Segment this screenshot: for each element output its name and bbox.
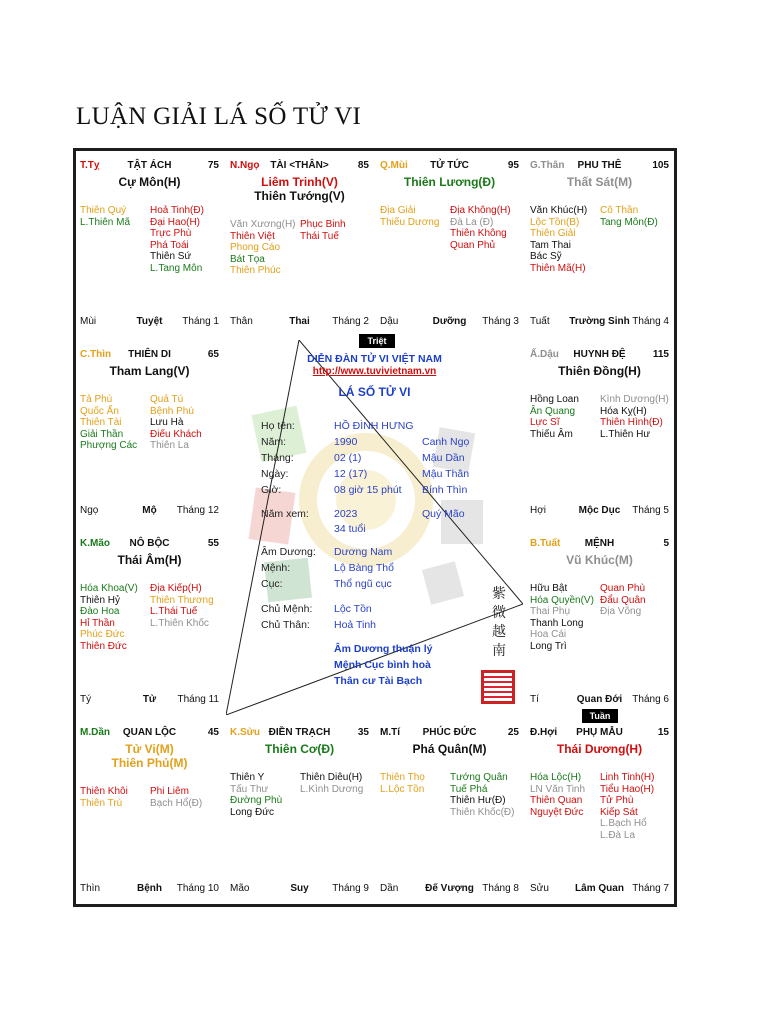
main-star: Cự Môn(H) <box>118 175 181 189</box>
good-stars-column <box>230 772 282 818</box>
horoscope-chart <box>73 148 677 907</box>
info-extra: Mậu Dần <box>422 452 465 464</box>
minor-star: Thiên Khốc(Đ) <box>450 806 515 818</box>
info-label: Chủ Thân: <box>261 619 310 631</box>
footer-month: Tháng 7 <box>632 883 669 894</box>
palace-footer <box>80 316 219 328</box>
palace-footer <box>530 316 669 328</box>
info-value: Hoả Tinh <box>334 619 377 631</box>
main-star: Thiên Lương(Đ) <box>403 175 496 189</box>
footer-branch: Mão <box>230 883 250 894</box>
info-value: Dương Nam <box>334 546 393 558</box>
minor-star: Thiếu Dương <box>380 216 440 228</box>
minor-star: Phượng Các <box>80 440 138 451</box>
footer-stage: Dưỡng <box>432 316 467 327</box>
minor-star: Địa Kiếp(H) <box>150 583 202 594</box>
footer-month: Tháng 4 <box>632 316 669 327</box>
footer-branch: Mùi <box>80 316 97 327</box>
minor-star: Giải Thần <box>80 428 124 440</box>
minor-star: L.Thiên Khốc <box>150 617 209 629</box>
main-star: Liêm Trinh(V) <box>261 175 338 189</box>
minor-star: Hoa Cái <box>530 629 567 640</box>
palace-branch: K.Sửu <box>230 727 261 738</box>
bad-stars-column <box>600 583 646 618</box>
minor-star: Thiên La <box>150 440 189 451</box>
footer-month: Tháng 11 <box>177 694 219 705</box>
footer-stage: Thai <box>289 316 310 327</box>
forum-url[interactable]: http://www.tuvivietnam.vn <box>312 366 437 377</box>
palace-name: QUAN LỘC <box>122 727 177 738</box>
minor-star: Thiên Không <box>450 228 507 239</box>
palace-name: TỬ TỨC <box>430 160 469 171</box>
footer-month: Tháng 9 <box>332 883 369 894</box>
info-label: Âm Dương: <box>261 546 316 558</box>
palace-header <box>530 160 669 172</box>
info-value: Lộ Bàng Thổ <box>334 562 394 574</box>
footer-stage: Trường Sinh <box>569 316 630 327</box>
palace-header <box>230 727 369 739</box>
main-star: Thiên Đồng(H) <box>558 364 641 378</box>
good-stars-column <box>530 583 594 652</box>
minor-star: Hóa Kỵ(H) <box>600 405 647 417</box>
footer-branch: Tí <box>530 694 539 705</box>
palace-name: PHÚC ĐỨC <box>422 727 477 738</box>
minor-star: Bát Tọa <box>230 253 265 265</box>
minor-star: Phi Liêm <box>150 786 189 797</box>
palace-footer <box>530 883 669 895</box>
main-stars <box>376 175 523 189</box>
minor-star: Lưu Hà <box>150 417 184 428</box>
footer-branch: Ngọ <box>80 505 99 516</box>
bad-stars-column <box>150 786 202 809</box>
footer-branch: Tuất <box>530 316 550 327</box>
palace-number: 85 <box>357 160 369 171</box>
minor-star: Nguyệt Đức <box>530 806 584 818</box>
minor-star: Tiểu Hao(H) <box>600 783 655 795</box>
minor-star: Tam Thai <box>530 239 571 251</box>
palace-header <box>80 538 219 550</box>
center-info-panel <box>226 340 523 715</box>
minor-star: Thái Tuế <box>300 230 339 242</box>
palace-header <box>380 160 519 172</box>
minor-star: Thiên Quý <box>80 205 127 216</box>
palace-header <box>80 160 219 172</box>
palace-branch: B.Tuất <box>530 538 561 549</box>
good-stars-column <box>80 583 138 652</box>
palace-branch: K.Mão <box>80 538 110 549</box>
palace-name: NÔ BỘC <box>129 538 170 549</box>
minor-star: L.Bạch Hổ <box>600 818 647 829</box>
good-stars-column <box>380 205 439 228</box>
palace-cell <box>76 718 223 904</box>
minor-star: Hỉ Thần <box>80 617 115 629</box>
minor-star: L.Đà La <box>600 829 636 841</box>
footer-month: Tháng 12 <box>176 505 219 516</box>
palace-name: MỆNH <box>584 538 615 549</box>
main-stars <box>76 742 223 770</box>
footer-month: Tháng 3 <box>482 316 519 327</box>
main-star: Thái Âm(H) <box>117 553 182 567</box>
minor-star: Địa Võng <box>600 606 642 617</box>
info-label: Mệnh: <box>261 562 291 574</box>
minor-star: Kình Dương(H) <box>600 394 669 405</box>
minor-star: Thiên Diêu(H) <box>300 772 363 783</box>
info-label: Tháng: <box>261 452 294 464</box>
palace-name: THIÊN DI <box>128 349 171 360</box>
minor-star: Đẩu Quân <box>600 594 646 606</box>
info-label: Năm: <box>261 436 287 448</box>
footer-month: Tháng 2 <box>332 316 369 327</box>
footer-stage: Đế Vượng <box>425 883 474 894</box>
palace-cell <box>76 529 223 715</box>
minor-star: Cô Thần <box>600 205 639 216</box>
bad-stars-column <box>600 772 654 841</box>
minor-star: Bác Sỹ <box>530 251 562 262</box>
palace-cell <box>526 718 673 904</box>
footer-stage: Mộ <box>142 505 157 516</box>
forum-name: DIỄN ĐÀN TỬ VI VIỆT NAM <box>307 353 442 365</box>
minor-star: Tuế Phá <box>450 783 488 795</box>
palace-cell <box>376 151 523 337</box>
palace-header <box>80 349 219 361</box>
chart-heading: LÁ SỐ TỬ VI <box>338 385 411 399</box>
minor-star: Quan Phù <box>600 583 646 594</box>
palace-cell <box>376 718 523 904</box>
palace-header <box>530 349 669 361</box>
main-stars <box>76 175 223 189</box>
minor-star: Thiên Trù <box>80 797 123 809</box>
footer-stage: Bệnh <box>137 883 162 894</box>
good-stars-column <box>530 205 587 274</box>
minor-star: Địa Không(H) <box>450 205 511 216</box>
minor-star: Thiên Hỷ <box>80 594 121 606</box>
palace-footer <box>230 883 369 895</box>
footer-month: Tháng 6 <box>632 694 669 705</box>
minor-star: Quốc Ấn <box>80 405 119 417</box>
minor-star: Long Đức <box>230 806 274 818</box>
main-stars <box>226 175 373 203</box>
info-value: HỒ ĐÌNH HƯNG <box>334 420 414 432</box>
footer-stage: Suy <box>290 883 309 894</box>
palace-number: 75 <box>207 160 219 171</box>
main-star: Tử Vi(M) <box>125 742 174 756</box>
footer-stage: Mộc Dục <box>578 505 621 516</box>
palace-cell <box>526 529 673 715</box>
info-label: Cục: <box>261 578 283 590</box>
minor-star: Lực Sĩ <box>530 417 560 428</box>
minor-star: Đại Hao(H) <box>150 216 201 228</box>
good-stars-column <box>380 772 425 795</box>
minor-star: L.Kình Dương <box>300 783 364 795</box>
footer-branch: Thân <box>230 316 253 327</box>
minor-star: Phá Toái <box>150 239 189 251</box>
minor-star: Phục Binh <box>300 219 346 230</box>
palace-footer <box>380 883 519 895</box>
palace-cell <box>526 340 673 526</box>
chart-note: Mệnh Cục bình hoà <box>334 659 431 671</box>
footer-stage: Tử <box>142 694 157 705</box>
palace-cell <box>226 718 373 904</box>
palace-footer <box>80 883 219 895</box>
palace-number: 45 <box>207 727 219 738</box>
footer-branch: Dần <box>380 883 399 894</box>
main-stars <box>526 364 673 378</box>
palace-footer <box>80 505 219 517</box>
document-title: LUẬN GIẢI LÁ SỐ TỬ VI <box>76 103 362 130</box>
main-stars <box>526 742 673 756</box>
minor-star: Thiên Việt <box>230 230 275 242</box>
minor-star: Hóa Quyền(V) <box>530 594 594 606</box>
minor-star: Thiên Y <box>230 772 265 783</box>
main-stars <box>526 175 673 189</box>
palace-footer <box>80 694 219 706</box>
palace-number: 15 <box>657 727 669 738</box>
footer-month: Tháng 8 <box>482 883 519 894</box>
palace-cell <box>76 340 223 526</box>
minor-star: Thai Phụ <box>530 606 571 617</box>
info-value: 12 (17) <box>334 468 368 480</box>
palace-branch: N.Ngọ <box>230 160 260 171</box>
bad-stars-column <box>600 205 658 228</box>
info-label: Giờ: <box>261 484 282 496</box>
palace-name: ĐIỀN TRẠCH <box>268 727 331 738</box>
good-stars-column <box>80 394 137 452</box>
minor-star: Thiên Thọ <box>380 772 425 783</box>
minor-star: Thiên Hình(Đ) <box>600 417 663 428</box>
minor-star: L.Thiên Mã <box>80 216 131 228</box>
palace-number: 35 <box>357 727 369 738</box>
minor-star: LN Văn Tinh <box>530 783 586 795</box>
info-value: 1990 <box>334 436 358 448</box>
bad-stars-column <box>150 583 214 629</box>
info-value: 02 (1) <box>334 452 362 464</box>
minor-star: Đào Hoa <box>80 606 120 617</box>
minor-star: Văn Khúc(H) <box>530 205 588 216</box>
good-stars-column <box>530 772 585 818</box>
minor-star: Văn Xương(H) <box>230 219 296 230</box>
bad-stars-column <box>300 772 363 795</box>
minor-star: Hoả Tinh(Đ) <box>150 205 204 216</box>
minor-star: Kiếp Sát <box>600 806 638 818</box>
good-stars-column <box>230 219 296 277</box>
chart-grid <box>76 151 674 904</box>
palace-number: 65 <box>207 349 219 360</box>
triet-badge: Triệt <box>359 334 395 348</box>
palace-header <box>230 160 369 172</box>
minor-star: L.Thiên Hư <box>600 428 651 440</box>
footer-branch: Thìn <box>80 883 101 894</box>
seal-vertical-text: 紫微越南 <box>492 586 506 659</box>
chart-note: Thân cư Tài Bạch <box>334 675 423 687</box>
info-extra: Quý Mão <box>422 508 465 520</box>
minor-star: Ân Quang <box>530 405 576 417</box>
palace-branch: T.Tỵ <box>80 160 100 171</box>
palace-branch: G.Thân <box>530 160 565 171</box>
minor-star: Quả Tú <box>150 394 184 405</box>
minor-star: Thiên Giải <box>530 228 576 239</box>
bad-stars-column <box>300 219 346 242</box>
minor-star: Thiên Thương <box>150 594 214 606</box>
main-star: Thiên Phủ(M) <box>111 756 188 770</box>
good-stars-column <box>530 394 579 440</box>
minor-star: Tang Môn(Đ) <box>600 216 658 228</box>
minor-star: Quan Phủ <box>450 239 496 251</box>
minor-star: Thiên Quan <box>530 795 583 806</box>
footer-month: Tháng 1 <box>182 316 219 327</box>
main-stars <box>76 553 223 567</box>
palace-name: TÀI <THÂN> <box>270 160 329 171</box>
palace-footer <box>530 505 669 517</box>
main-star: Thiên Cơ(Đ) <box>264 742 335 756</box>
palace-branch: Đ.Hợi <box>530 727 558 738</box>
footer-stage: Quan Đới <box>576 694 623 705</box>
minor-star: L.Thái Tuế <box>150 606 198 617</box>
palace-header <box>530 538 669 550</box>
main-stars <box>76 364 223 378</box>
palace-number: 25 <box>507 727 519 738</box>
footer-stage: Lâm Quan <box>575 883 624 894</box>
footer-branch: Hợi <box>530 505 547 516</box>
bad-stars-column <box>450 205 511 251</box>
minor-star: Lộc Tồn(B) <box>530 216 580 228</box>
palace-header <box>80 727 219 739</box>
info-value: Lộc Tồn <box>334 603 372 615</box>
palace-cell <box>76 151 223 337</box>
palace-number: 95 <box>507 160 519 171</box>
minor-star: Long Trì <box>530 640 567 652</box>
minor-star: Thiên Mã(H) <box>530 262 586 274</box>
info-value: 2023 <box>334 508 358 520</box>
main-star: Thiên Tướng(V) <box>254 189 345 203</box>
info-label: Chủ Mệnh: <box>261 603 313 615</box>
info-label: Họ tên: <box>261 420 295 432</box>
red-seal-stamp <box>481 670 515 704</box>
bad-stars-column <box>150 394 202 452</box>
info-value: 08 giờ 15 phút <box>334 484 402 496</box>
palace-header <box>380 727 519 739</box>
info-label: Năm xem: <box>261 508 309 520</box>
footer-branch: Dậu <box>380 316 399 327</box>
minor-star: Tả Phù <box>80 394 113 405</box>
palace-footer <box>230 316 369 328</box>
main-star: Tham Lang(V) <box>109 364 190 378</box>
minor-star: L.Tang Môn <box>150 262 203 274</box>
info-label: Ngày: <box>261 468 289 480</box>
palace-number: 105 <box>652 160 669 171</box>
minor-star: Thiên Phúc <box>230 265 281 276</box>
main-stars <box>526 553 673 567</box>
main-star: Phá Quân(M) <box>412 742 487 756</box>
main-star: Thất Sát(M) <box>566 175 633 189</box>
good-stars-column <box>80 205 130 228</box>
minor-star: Thiên Hư(Đ) <box>450 795 506 806</box>
palace-name: PHU THÊ <box>577 160 622 171</box>
palace-number: 5 <box>663 538 669 549</box>
minor-star: Linh Tinh(H) <box>600 772 655 783</box>
info-extra: Canh Ngọ <box>422 436 470 448</box>
main-star: Thái Dương(H) <box>556 742 643 756</box>
minor-star: Trực Phù <box>150 228 192 239</box>
palace-footer <box>380 316 519 328</box>
minor-star: Hồng Loan <box>530 394 579 405</box>
palace-branch: M.Tí <box>380 727 400 738</box>
minor-star: Thanh Long <box>530 617 584 629</box>
minor-star: Hóa Lộc(H) <box>530 772 582 783</box>
footer-branch: Tý <box>80 694 92 705</box>
main-stars <box>376 742 523 756</box>
palace-footer <box>530 694 669 706</box>
minor-star: Hóa Khoa(V) <box>80 583 138 594</box>
minor-star: Địa Giải <box>380 205 416 216</box>
minor-star: Bệnh Phù <box>150 405 194 417</box>
chart-note: Âm Dương thuận lý <box>334 643 433 655</box>
minor-star: Điếu Khách <box>150 428 202 440</box>
minor-star: Thiên Tài <box>80 417 122 428</box>
palace-cell <box>226 151 373 337</box>
minor-star: Đường Phù <box>230 795 283 806</box>
minor-star: Thiên Khôi <box>80 786 128 797</box>
minor-star: Thiếu Âm <box>530 428 573 440</box>
info-extra: Mậu Thân <box>422 468 470 480</box>
bad-stars-column <box>600 394 669 440</box>
palace-branch: M.Dần <box>80 727 110 738</box>
footer-stage: Tuyệt <box>136 316 163 327</box>
bad-stars-column <box>450 772 514 818</box>
minor-star: Tử Phù <box>600 795 634 806</box>
minor-star: Thiên Đức <box>80 640 127 652</box>
palace-branch: Ấ.Dậu <box>530 349 559 360</box>
palace-name: PHỤ MẪU <box>576 727 623 738</box>
palace-number: 55 <box>207 538 219 549</box>
palace-number: 115 <box>652 349 669 360</box>
palace-branch: C.Thìn <box>80 349 112 360</box>
palace-name: HUYNH ĐỆ <box>573 349 626 360</box>
tuan-badge: Tuần <box>582 709 618 723</box>
main-stars <box>226 742 373 756</box>
minor-star: Tấu Thư <box>230 783 269 795</box>
minor-star: Đà La (Đ) <box>450 216 494 228</box>
info-value: Thổ ngũ cục <box>334 578 392 590</box>
footer-month: Tháng 10 <box>176 883 219 894</box>
bad-stars-column <box>150 205 204 274</box>
minor-star: Bạch Hổ(Đ) <box>150 797 203 809</box>
footer-month: Tháng 5 <box>632 505 669 516</box>
info-extra: Bính Thìn <box>422 484 468 496</box>
palace-branch: Q.Mùi <box>380 160 408 171</box>
minor-star: Thiên Sứ <box>150 251 192 262</box>
minor-star: L.Lộc Tồn <box>380 783 425 795</box>
palace-cell <box>526 151 673 337</box>
info-value: 34 tuổi <box>334 523 366 535</box>
palace-header <box>530 727 669 739</box>
main-star: Vũ Khúc(M) <box>566 553 633 567</box>
minor-star: Hữu Bật <box>530 583 568 594</box>
good-stars-column <box>80 786 128 809</box>
minor-star: Phúc Đức <box>80 629 125 640</box>
minor-star: Phong Cáo <box>230 242 281 253</box>
palace-name: TẬT ÁCH <box>127 160 172 171</box>
minor-star: Tướng Quân <box>450 772 508 783</box>
footer-branch: Sửu <box>530 883 549 894</box>
